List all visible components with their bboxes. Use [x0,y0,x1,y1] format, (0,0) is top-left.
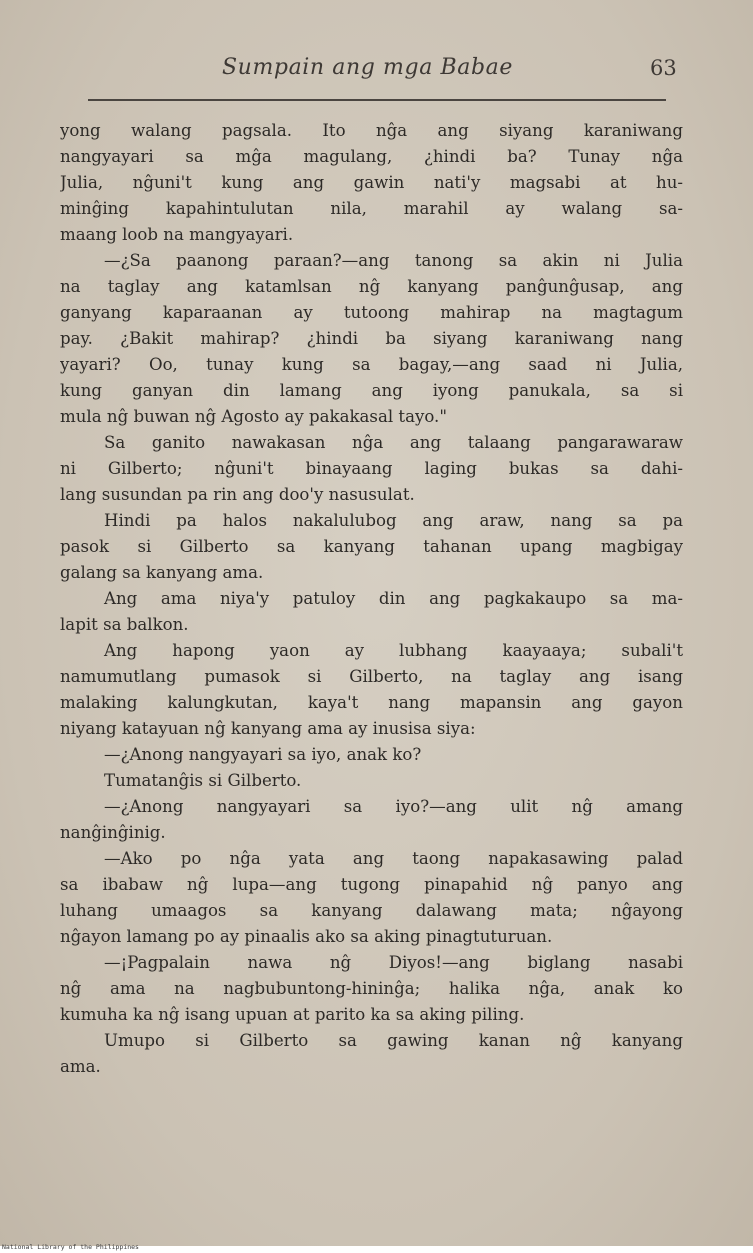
text-line: —Ako po nĝa yata ang taong napakasawing palad [104,849,683,868]
text-line: ama. [60,1057,101,1076]
text-line: Ang hapong yaon ay lubhang kaayaaya; subali't [104,641,683,660]
text-line: minĝing kapahintulutan nila, marahil ay walang sa- [60,199,683,218]
text-line: kumuha ka nĝ isang upuan at parito ka sa aking piling. [60,1005,525,1024]
text-line: lapit sa balkon. [60,615,189,634]
text-line: Hindi pa halos nakalulubog ang araw, nang sa pa [104,511,683,530]
text-line: —¿Anong nangyayari sa iyo, anak ko? [104,745,422,764]
library-credit: National Library of the Philippines [2,1243,139,1251]
text-line: mula nĝ buwan nĝ Agosto ay pakakasal tayo." [60,407,447,426]
text-line: pasok si Gilberto sa kanyang tahanan upang magbigay [60,537,683,556]
text-line: nĝ ama na nagbubuntong-hininĝa; halika nĝa, anak ko [60,979,683,998]
text-line: galang sa kanyang ama. [60,563,264,582]
text-line: sa ibabaw nĝ lupa—ang tugong pinapahid nĝ panyo ang [60,875,683,894]
text-line: —¿Anong nangyayari sa iyo?—ang ulit nĝ amang [104,797,683,816]
header-rule [88,99,666,101]
text-line: niyang katayuan nĝ kanyang ama ay inusisa siya: [60,719,476,738]
text-line: nanĝinĝinig. [60,823,166,842]
text-line: ganyang kaparaanan ay tutoong mahirap na magtagum [60,303,683,322]
text-line: Tumatanĝis si Gilberto. [104,771,302,790]
text-line: yong walang pagsala. Ito nĝa ang siyang karaniwang [60,121,683,140]
page-header [0,55,753,87]
text-line: yayari? Oo, tunay kung sa bagay,—ang saad ni Julia, [60,355,683,374]
running-title: Sumpain ang mga Babae [222,55,514,80]
text-line: nĝayon lamang po ay pinaalis ako sa aking pinagtuturuan. [60,927,553,946]
text-line: namumutlang pumasok si Gilberto, na taglay ang isang [60,667,683,686]
text-line: luhang umaagos sa kanyang dalawang mata; nĝayong [60,901,683,920]
text-line: pay. ¿Bakit mahirap? ¿hindi ba siyang karaniwang nang [60,329,683,348]
text-line: kung ganyan din lamang ang iyong panukala, sa si [60,381,683,400]
text-line: —¿Sa paanong paraan?—ang tanong sa akin ni Julia [104,251,683,270]
text-line: lang susundan pa rin ang doo'y nasusulat. [60,485,415,504]
text-line: ni Gilberto; nĝuni't binayaang laging bukas sa dahi- [60,459,683,478]
text-line: nangyayari sa mĝa magulang, ¿hindi ba? Tunay nĝa [60,147,683,166]
text-line: Sa ganito nawakasan nĝa ang talaang pangarawaraw [104,433,683,452]
body-text [60,118,683,1080]
text-line: Julia, nĝuni't kung ang gawin nati'y magsabi at hu- [60,173,683,192]
text-line: maang loob na mangyayari. [60,225,294,244]
text-line: malaking kalungkutan, kaya't nang mapansin ang gayon [60,693,683,712]
text-line: Ang ama niya'y patuloy din ang pagkakaupo sa ma- [104,589,683,608]
text-line: na taglay ang katamlsan nĝ kanyang panĝunĝusap, ang [60,277,683,296]
text-line: —¡Pagpalain nawa nĝ Diyos!—ang biglang nasabi [104,953,683,972]
page-number: 63 [650,56,677,80]
text-line: Umupo si Gilberto sa gawing kanan nĝ kanyang [104,1031,683,1050]
